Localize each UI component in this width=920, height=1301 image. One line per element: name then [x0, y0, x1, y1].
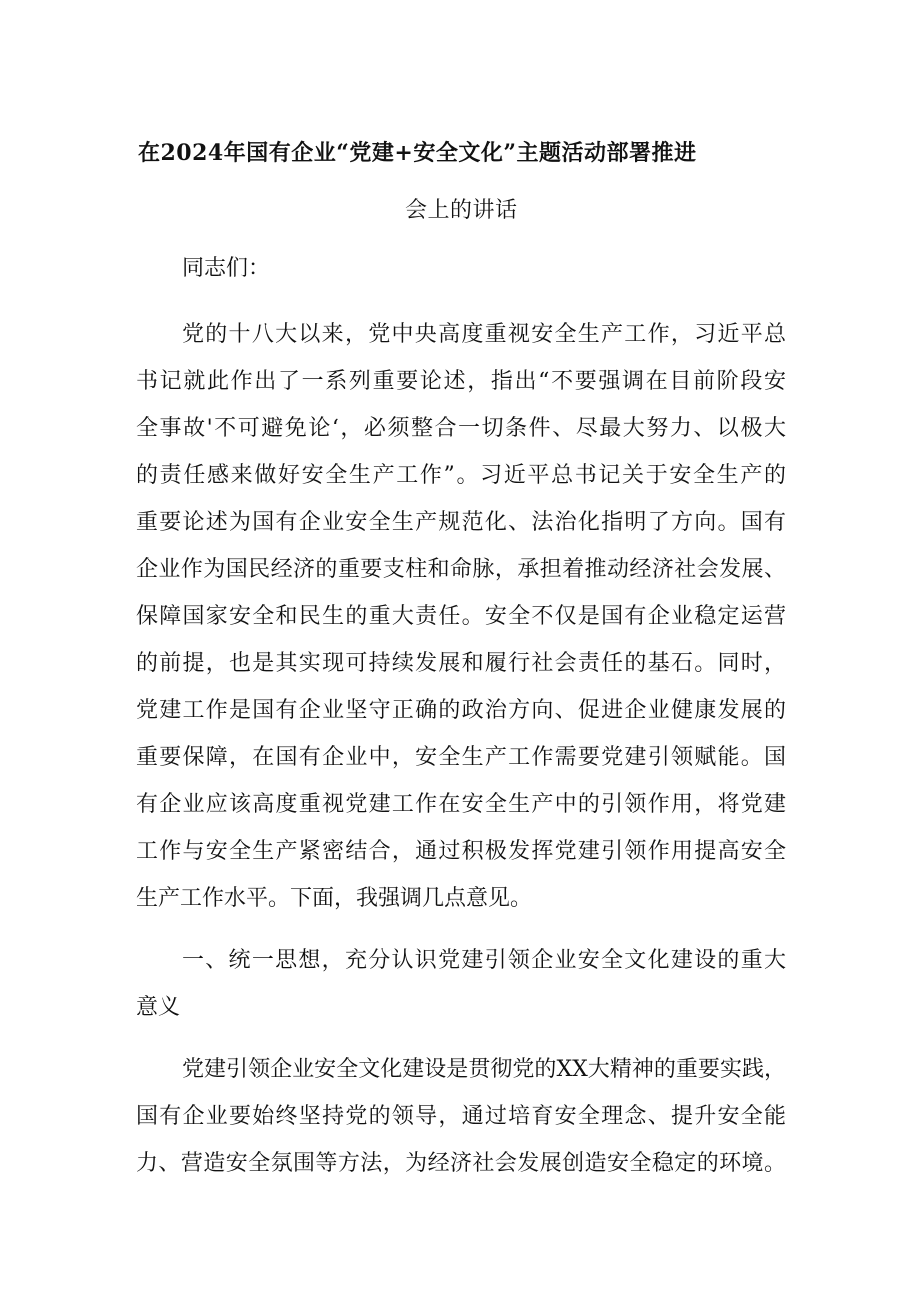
- salutation: 同志们：: [182, 256, 271, 281]
- para1-line-3: 全事故'不可避免论‘，必须整合一切条件、尽最大努力、以极大: [136, 416, 786, 441]
- para1-line-6: 企业作为国民经济的重要支柱和命脉，承担着推动经济社会发展、: [136, 557, 786, 582]
- para2-line-3: 力、营造安全氛围等方法，为经济社会发展创造安全稳定的环境。: [136, 1151, 786, 1176]
- heading1-line-2: 意义: [136, 995, 181, 1020]
- para1-line-13: 生产工作水平。下面，我强调几点意见。: [136, 886, 533, 911]
- document-title-line-2: 会上的讲话: [405, 198, 518, 223]
- para2-line-2: 国有企业要始终坚持党的领导，通过培育安全理念、提升安全能: [136, 1104, 786, 1129]
- para1-line-5: 重要论述为国有企业安全生产规范化、法治化指明了方向。国有: [136, 510, 786, 535]
- para1-line-8: 的前提，也是其实现可持续发展和履行社会责任的基石。同时，: [136, 651, 786, 676]
- para1-line-7: 保障国家安全和民生的重大责任。安全不仅是国有企业稳定运营: [136, 604, 786, 629]
- para1-line-4: 的责任感来做好安全生产工作”。习近平总书记关于安全生产的: [136, 463, 786, 488]
- para1-line-11: 有企业应该高度重视党建工作在安全生产中的引领作用，将党建: [136, 792, 786, 817]
- para1-line-2: 书记就此作出了一系列重要论述，指出“不要强调在目前阶段安: [136, 369, 786, 394]
- document-title-line-1: 在2024年国有企业“党建+安全文化”主题活动部署推进: [138, 140, 697, 166]
- para1-line-10: 重要保障，在国有企业中，安全生产工作需要党建引领赋能。国: [136, 745, 786, 770]
- heading1-line-1: 一、统一思想，充分认识党建引领企业安全文化建设的重大: [182, 948, 786, 973]
- para1-line-9: 党建工作是国有企业坚守正确的政治方向、促进企业健康发展的: [136, 698, 786, 723]
- para1-line-12: 工作与安全生产紧密结合，通过积极发挥党建引领作用提高安全: [136, 839, 786, 864]
- para1-line-1: 党的十八大以来，党中央高度重视安全生产工作，习近平总: [182, 322, 786, 347]
- para2-line-1: 党建引领企业安全文化建设是贯彻党的XX大精神的重要实践，: [182, 1057, 786, 1082]
